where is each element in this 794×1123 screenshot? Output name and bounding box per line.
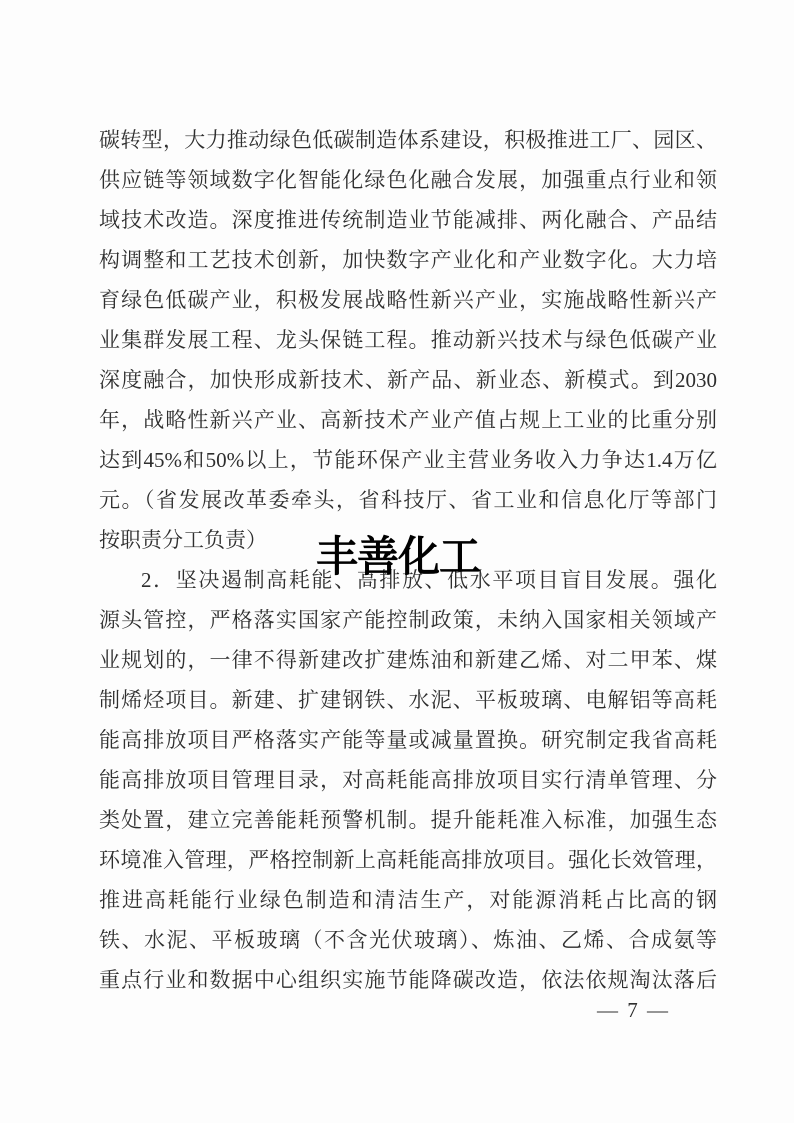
text-line: 环境准入管理，严格控制新上高耗能高排放项目。强化长效管理， xyxy=(99,848,717,872)
text-line: 推进高耗能行业绿色制造和清洁生产，对能源消耗占比高的钢 xyxy=(99,888,717,912)
text-line: 供应链等领域数字化智能化绿色化融合发展，加强重点行业和领 xyxy=(99,168,717,192)
text-line: 年，战略性新兴产业、高新技术产业产值占规上工业的比重分别 xyxy=(99,408,717,432)
text-line: 能高排放项目管理目录，对高耗能高排放项目实行清单管理、分 xyxy=(99,768,717,792)
text-line: 铁、水泥、平板玻璃（不含光伏玻璃）、炼油、乙烯、合成氨等 xyxy=(99,928,717,952)
text-line: 重点行业和数据中心组织实施节能降碳改造，依法依规淘汰落后 xyxy=(99,968,717,992)
text-line: 类处置，建立完善能耗预警机制。提升能耗准入标准，加强生态 xyxy=(99,808,717,832)
text-line: 元。（省发展改革委牵头，省科技厅、省工业和信息化厅等部门 xyxy=(99,488,717,512)
text-line: 域技术改造。深度推进传统制造业节能减排、两化融合、产品结 xyxy=(99,208,717,232)
text-line: 达到45%和50%以上，节能环保产业主营业务收入力争达1.4万亿 xyxy=(99,448,717,472)
text-line: 业集群发展工程、龙头保链工程。推动新兴技术与绿色低碳产业 xyxy=(99,328,717,352)
text-line: 按职责分工负责） xyxy=(99,528,267,552)
text-line: 深度融合，加快形成新技术、新产品、新业态、新模式。到2030 xyxy=(99,368,717,392)
text-line: 2．坚决遏制高耗能、高排放、低水平项目盲目发展。强化 xyxy=(141,568,717,592)
text-line: 源头管控，严格落实国家产能控制政策，未纳入国家相关领域产 xyxy=(99,608,717,632)
text-line: 能高排放项目严格落实产能等量或减量置换。研究制定我省高耗 xyxy=(99,728,717,752)
watermark-text: 丰善化工 xyxy=(316,533,481,580)
text-line: 碳转型，大力推动绿色低碳制造体系建设，积极推进工厂、园区、 xyxy=(99,128,717,152)
text-line: 制烯烃项目。新建、扩建钢铁、水泥、平板玻璃、电解铝等高耗 xyxy=(99,688,717,712)
text-line: 构调整和工艺技术创新，加快数字产业化和产业数字化。大力培 xyxy=(99,248,717,272)
text-line: 育绿色低碳产业，积极发展战略性新兴产业，实施战略性新兴产 xyxy=(99,288,717,312)
page-number: — 7 — xyxy=(597,998,670,1022)
text-line: 业规划的，一律不得新建改扩建炼油和新建乙烯、对二甲苯、煤 xyxy=(99,648,717,672)
